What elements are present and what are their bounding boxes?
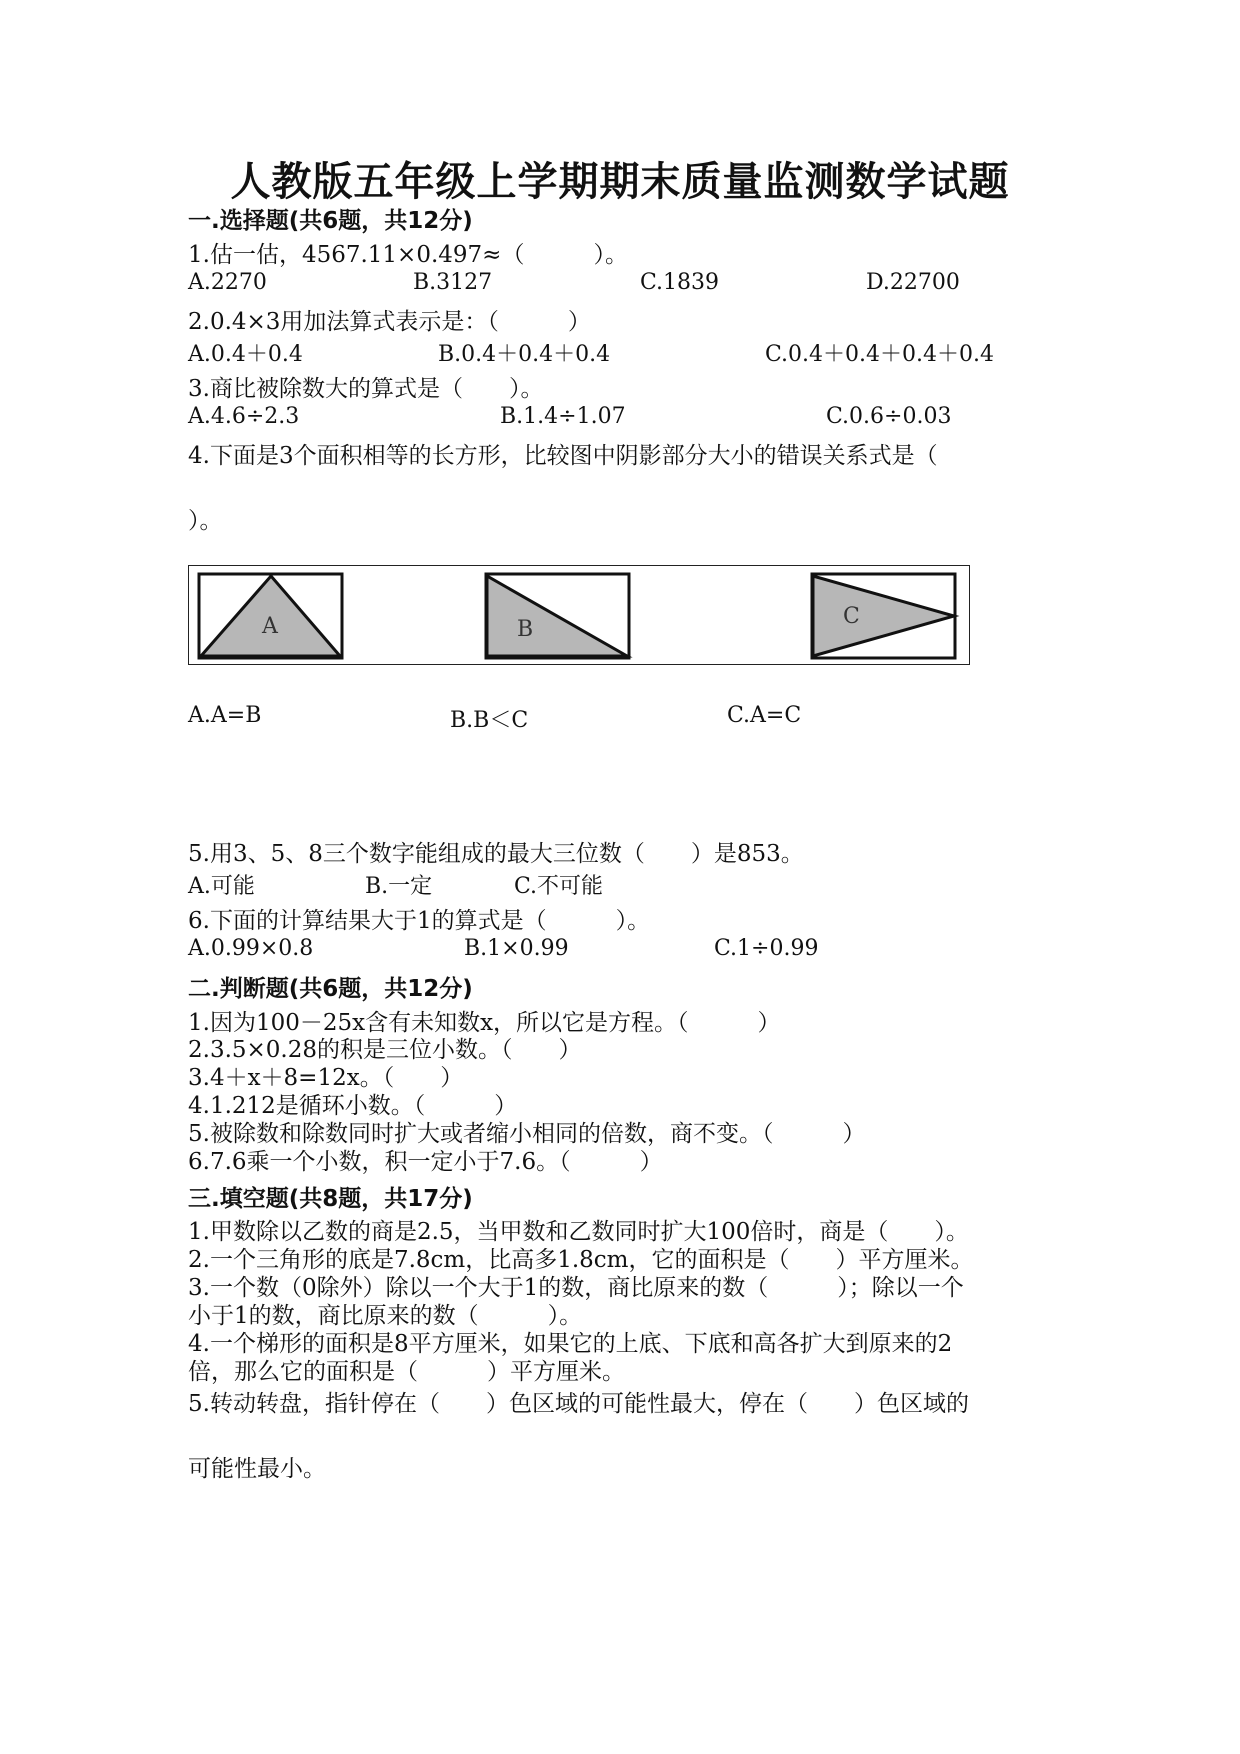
figure-label-a: A [262, 614, 278, 639]
fill-blank-item: 5.转动转盘，指针停在（ ）色区域的可能性最大，停在（ ）色区域的 [188, 1391, 969, 1417]
question-1-stem: 1.估一估，4567.11×0.497≈（ ）。 [188, 242, 628, 268]
fill-blank-item: 1.甲数除以乙数的商是2.5，当甲数和乙数同时扩大100倍时，商是（ ）。 [188, 1219, 969, 1245]
q1-option-a: A.2270 [188, 270, 267, 295]
fill-blank-item: 3.一个数（0除外）除以一个大于1的数，商比原来的数（ ）；除以一个 [188, 1275, 964, 1301]
rectangles-figure [188, 565, 970, 665]
fill-blank-item: 2.一个三角形的底是7.8cm，比高多1.8cm，它的面积是（ ）平方厘米。 [188, 1247, 974, 1273]
figure-label-b: B [517, 617, 534, 642]
q4-option-a: A.A=B [188, 703, 262, 728]
page-title: 人教版五年级上学期期末质量监测数学试题 [230, 159, 1010, 205]
judgement-item: 3.4＋x＋8=12x。（ ） [188, 1065, 464, 1091]
section-heading-fill-blank: 三.填空题(共8题，共17分) [188, 1186, 473, 1212]
q5-option-b: B.一定 [365, 874, 433, 899]
q6-option-b: B.1×0.99 [464, 936, 569, 961]
judgement-item: 4.1.212是循环小数。（ ） [188, 1093, 518, 1119]
fill-blank-item: 4.一个梯形的面积是8平方厘米，如果它的上底、下底和高各扩大到原来的2 [188, 1331, 953, 1357]
figure-label-c: C [843, 604, 860, 629]
question-6-stem: 6.下面的计算结果大于1的算式是（ ）。 [188, 908, 651, 934]
q6-option-a: A.0.99×0.8 [188, 936, 314, 961]
q5-option-c: C.不可能 [514, 874, 604, 899]
section-heading-judgement: 二.判断题(共6题，共12分) [188, 976, 473, 1002]
fill-blank-item-cont: 倍，那么它的面积是（ ）平方厘米。 [188, 1359, 625, 1385]
q4-option-c: C.A=C [727, 703, 802, 728]
judgement-item: 5.被除数和除数同时扩大或者缩小相同的倍数，商不变。（ ） [188, 1121, 866, 1147]
q3-option-a: A.4.6÷2.3 [188, 404, 300, 429]
q5-option-a: A.可能 [188, 874, 255, 899]
q3-option-b: B.1.4÷1.07 [500, 404, 626, 429]
question-4-stem-cont: ）。 [188, 508, 223, 534]
question-2-stem: 2.0.4×3用加法算式表示是：（ ） [188, 309, 591, 335]
q4-option-b: B.B＜C [450, 708, 529, 733]
q1-option-b: B.3127 [413, 270, 493, 295]
q3-option-c: C.0.6÷0.03 [826, 404, 952, 429]
q2-option-a: A.0.4＋0.4 [188, 342, 303, 367]
q2-option-b: B.0.4＋0.4＋0.4 [438, 342, 611, 367]
q6-option-c: C.1÷0.99 [714, 936, 819, 961]
judgement-item: 1.因为100－25x含有未知数x，所以它是方程。（ ） [188, 1010, 781, 1036]
fill-blank-item-cont: 小于1的数，商比原来的数（ ）。 [188, 1303, 583, 1329]
rectangles-figure-svg [189, 566, 969, 664]
q1-option-d: D.22700 [866, 270, 960, 295]
question-4-stem: 4.下面是3个面积相等的长方形，比较图中阴影部分大小的错误关系式是（ [188, 443, 938, 469]
question-5-stem: 5.用3、5、8三个数字能组成的最大三位数（ ）是853。 [188, 841, 804, 867]
q2-option-c: C.0.4＋0.4＋0.4＋0.4 [765, 342, 994, 367]
section-heading-choice: 一.选择题(共6题，共12分) [188, 208, 473, 234]
judgement-item: 6.7.6乘一个小数，积一定小于7.6。（ ） [188, 1149, 663, 1175]
question-3-stem: 3.商比被除数大的算式是（ ）。 [188, 376, 544, 402]
fill-blank-item-cont: 可能性最小。 [188, 1456, 326, 1482]
judgement-item: 2.3.5×0.28的积是三位小数。（ ） [188, 1037, 582, 1063]
q1-option-c: C.1839 [640, 270, 720, 295]
